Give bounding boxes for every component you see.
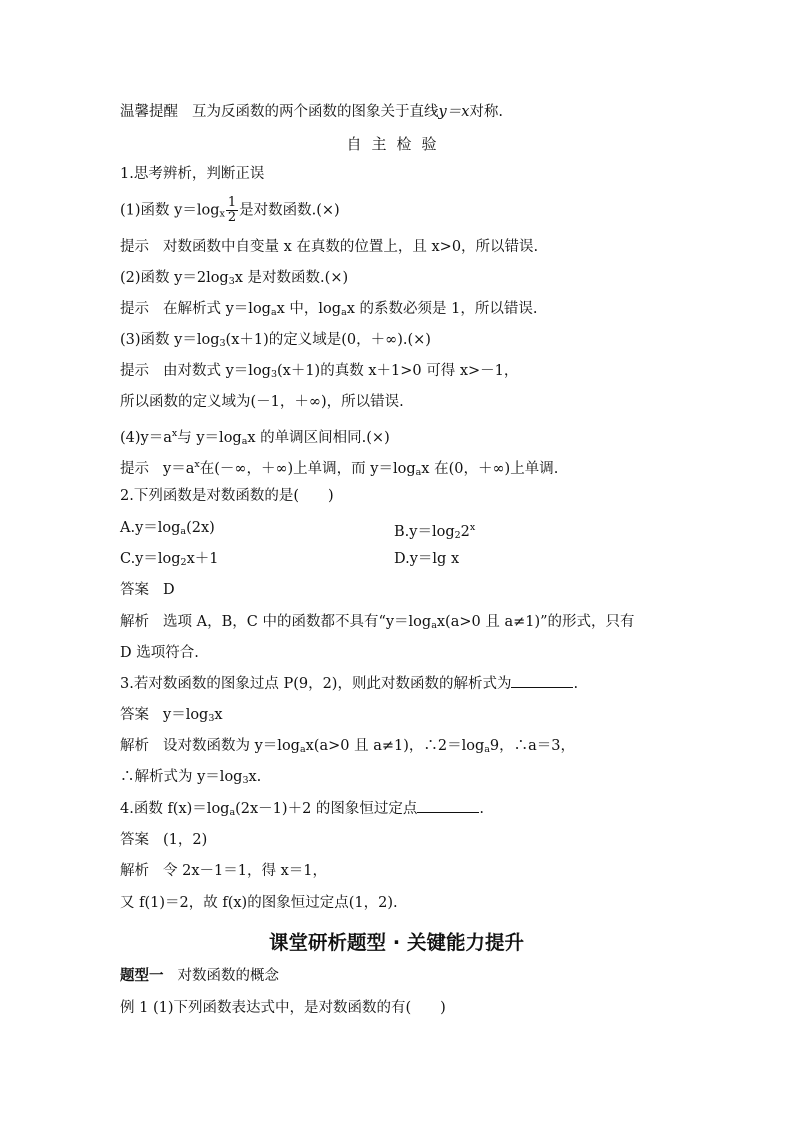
- tip-text-pre: 互为反函数的两个函数的图象关于直线: [192, 104, 439, 120]
- hint-text: y＝a: [163, 461, 195, 477]
- hint-text: x 中，log: [276, 301, 342, 317]
- answer-value: y＝log: [163, 707, 209, 723]
- fraction-numerator: 1: [227, 195, 237, 210]
- hint-label: 提示: [120, 461, 149, 477]
- option-b-sub: 2: [454, 530, 461, 541]
- q1-item1: [120, 196, 340, 225]
- section-title: 自主检验: [346, 135, 447, 153]
- q1-item3-pre: (3)函数 y＝log: [120, 332, 220, 348]
- q4-answer: [120, 830, 207, 850]
- analysis-text: 选项 A，B，C 中的函数都不具有“y＝log: [163, 614, 432, 630]
- option-c: [120, 551, 218, 567]
- answer-value: D: [163, 582, 175, 598]
- q1-title: 1.思考辨析，判断正误: [120, 166, 265, 182]
- analysis-sub: 3: [242, 775, 249, 786]
- analysis-text: x(a>0 且 a≠1)”的形式，只有: [436, 614, 635, 630]
- hint-text: x 在(0，＋∞)上单调.: [421, 461, 559, 477]
- analysis-sub: a: [299, 744, 306, 755]
- analysis-text: 设对数函数为 y＝log: [163, 738, 300, 754]
- q1-item4: [120, 424, 390, 452]
- option-b-text: B.y＝log: [394, 524, 455, 540]
- hint-sub: a: [341, 307, 347, 318]
- q1-item2-post: x 是对数函数.(×): [234, 270, 349, 286]
- analysis-sub: a: [484, 744, 490, 755]
- q3-title-end: .: [573, 676, 579, 692]
- answer-label: 答案: [120, 832, 149, 848]
- q3-analysis-cont: [120, 767, 261, 791]
- q1-item1-post: 是对数函数.(×): [239, 202, 340, 219]
- answer-label: 答案: [120, 582, 149, 598]
- hint-label: 提示: [120, 363, 149, 379]
- tip-line: [120, 102, 503, 122]
- answer-blank: [511, 675, 573, 688]
- q1-item4-sup: x: [171, 428, 178, 439]
- q1-item3-post: (x＋1)的定义域是(0，＋∞).(×): [225, 332, 431, 348]
- analysis-text: ∴解析式为 y＝log: [120, 769, 243, 785]
- topic-text: 对数函数的概念: [177, 968, 279, 984]
- hint-text: 对数函数中自变量 x 在真数的位置上，且 x>0，所以错误.: [163, 239, 539, 255]
- example-line: 例 1 (1)下列函数表达式中，是对数函数的有( ): [120, 1000, 446, 1016]
- option-a-text: (2x): [186, 520, 215, 536]
- analysis-sub: a: [431, 620, 437, 631]
- answer-value: (1，2): [163, 832, 208, 848]
- option-b-text: 2: [460, 524, 470, 540]
- hint-sub: a: [415, 467, 422, 478]
- answer-sub: 3: [208, 713, 215, 724]
- answer-value: x: [214, 707, 223, 723]
- hint-text: 由对数式 y＝log: [163, 363, 271, 379]
- analysis-label: 解析: [120, 738, 149, 754]
- q4-analysis: [120, 861, 327, 881]
- q2-options-row2: [120, 549, 640, 573]
- tip-text-post: 对称.: [469, 104, 503, 120]
- hint-text: 在(－∞，＋∞)上单调，而 y＝log: [199, 461, 416, 477]
- analysis-label: 解析: [120, 614, 149, 630]
- topic-label: 题型一: [120, 968, 164, 984]
- option-d: D.y＝lg x: [394, 551, 460, 567]
- q3-analysis: [120, 736, 575, 760]
- q2-options-row1: [120, 518, 640, 542]
- hint-sup: x: [194, 459, 200, 470]
- q1-item4-text: (4)y＝a: [120, 430, 172, 446]
- option-a-text: A.y＝log: [120, 520, 181, 536]
- q2-answer: [120, 580, 175, 600]
- tip-label: 温馨提醒: [120, 104, 178, 120]
- main-heading: 课堂研析题型 · 关键能力提升: [269, 931, 524, 954]
- q1-hint3-cont: 所以函数的定义域为(－1，＋∞)，所以错误.: [120, 394, 404, 410]
- analysis-text: x(a>0 且 a≠1)，∴2＝log: [305, 738, 485, 754]
- q4-title-text: (2x－1)＋2 的图象恒过定点: [235, 801, 418, 817]
- option-a-sub: a: [180, 526, 187, 537]
- option-b-sup: x: [469, 522, 476, 533]
- topic-line: [120, 966, 279, 986]
- q4-title-sub: a: [229, 807, 236, 818]
- q1-item3: [120, 330, 431, 354]
- analysis-label: 解析: [120, 863, 149, 879]
- analysis-text: x.: [248, 769, 262, 785]
- answer-label: 答案: [120, 707, 149, 723]
- q1-item2: [120, 268, 348, 292]
- q1-hint3: [120, 361, 518, 385]
- q1-hint1: [120, 237, 538, 257]
- q4-analysis-cont: 又 f(1)＝2，故 f(x)的图象恒过定点(1，2).: [120, 895, 398, 911]
- hint-sub: 3: [270, 369, 277, 380]
- answer-blank: [417, 800, 479, 813]
- analysis-text: 令 2x－1＝1，得 x＝1，: [163, 863, 327, 879]
- option-c-text: C.y＝log: [120, 551, 181, 567]
- q2-analysis-cont: D 选项符合.: [120, 645, 199, 661]
- hint-text: 在解析式 y＝log: [163, 301, 271, 317]
- tip-equation: y＝x: [438, 104, 470, 120]
- hint-text: (x＋1)的真数 x＋1>0 可得 x>－1，: [277, 363, 519, 379]
- q4-title-text: 4.函数 f(x)＝log: [120, 801, 230, 817]
- q2-analysis: [120, 612, 635, 636]
- hint-label: 提示: [120, 301, 149, 317]
- q1-hint4: [120, 455, 558, 483]
- q4-title: [120, 799, 484, 823]
- q2-title: 2.下列函数是对数函数的是( ): [120, 488, 334, 504]
- q1-item3-sub: 3: [219, 338, 226, 349]
- q1-item4-text: 与 y＝log: [177, 430, 242, 446]
- q3-title: [120, 674, 578, 694]
- hint-sub: a: [270, 307, 277, 318]
- option-c-sub: 2: [180, 557, 187, 568]
- q1-hint2: [120, 299, 537, 323]
- analysis-text: 9，∴a＝3，: [489, 738, 576, 754]
- q3-title-text: 3.若对数函数的图象过点 P(9，2)，则此对数函数的解析式为: [120, 676, 512, 692]
- q4-title-end: .: [479, 801, 485, 817]
- q1-item4-text: x 的单调区间相同.(×): [247, 430, 390, 446]
- hint-text: x 的系数必须是 1，所以错误.: [346, 301, 538, 317]
- q1-item2-pre: (2)函数 y＝2log: [120, 270, 229, 286]
- option-c-text: x＋1: [186, 551, 219, 567]
- q1-item1-pre: (1)函数 y＝log: [120, 202, 220, 219]
- q1-item2-sub: 3: [228, 276, 235, 287]
- hint-label: 提示: [120, 239, 149, 255]
- option-a: [120, 520, 215, 536]
- q1-item1-sub: x: [219, 208, 225, 220]
- fraction-denominator: 2: [227, 210, 237, 225]
- option-b: [394, 518, 475, 546]
- fraction-one-half: [226, 196, 238, 225]
- q1-item4-sub: a: [241, 436, 248, 447]
- q3-answer: [120, 705, 223, 729]
